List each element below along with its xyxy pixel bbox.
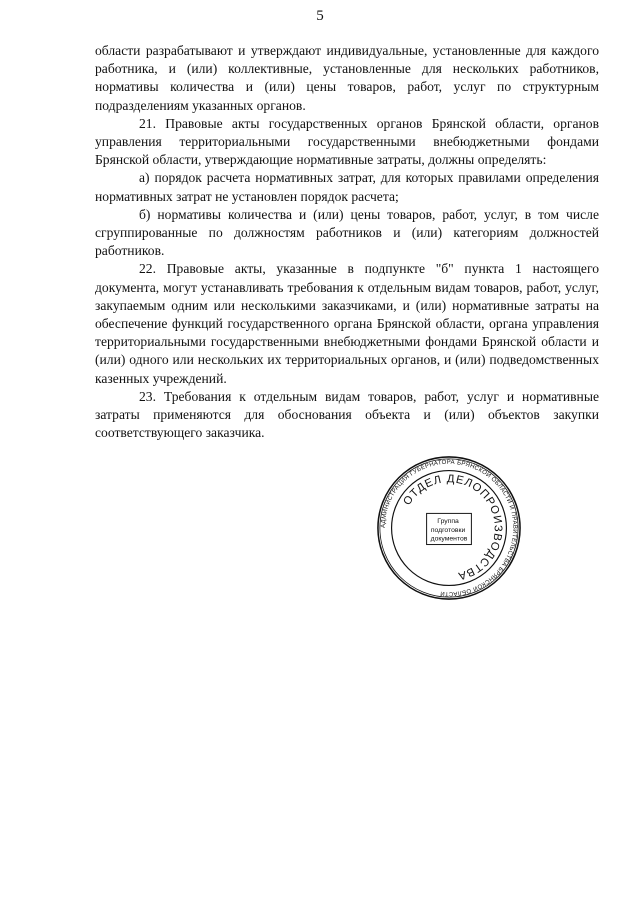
stamp-center-line-1: Группа <box>437 518 459 526</box>
paragraph-continuation: области разрабатывают и утверждают индивидуальные, установленные для каждого работника, и (или) коллективные, установленные для нескольких работников, нормативы количества и (или) цены товаров, работ, услуг по структурным подразделениям указанных органов. <box>95 43 599 113</box>
document-body <box>95 42 599 442</box>
paragraph-22: 22. Правовые акты, указанные в подпункте "б" пункта 1 настоящего документа, могут устанавливать требования к отдельным видам товаров, работ, услуг, закупаемым одним или несколькими заказчиками, и (или) нормативные затраты на обеспечение функций государственного органа Брянской области, органа управления территориальными государственными внебюджетными фондами Брянской области и (или) одного или нескольких их территориальных органов, и (или) подведомственных казенных учреждений. <box>95 261 599 386</box>
paragraph-21b: б) нормативы количества и (или) цены товаров, работ, услуг, в том числе сгруппированные по должностям работников и (или) категориям должностей работников. <box>95 206 599 259</box>
stamp-center-line-2: подготовки <box>430 526 466 534</box>
stamp-center-line-3: документов <box>430 535 468 543</box>
page-number: 5 <box>316 8 324 24</box>
paragraph-21a: а) порядок расчета нормативных затрат, для которых правилами определения нормативных затрат не установлен порядок расчета; <box>95 170 599 204</box>
paragraph-21: 21. Правовые акты государственных органов Брянской области, органов управления территориальными государственными внебюджетными фондами Брянской области, утверждающие нормативные затраты, должны определять: <box>95 115 599 168</box>
official-stamp <box>376 455 522 601</box>
svg-text:Группа подготовки доку <box>431 518 468 543</box>
stamp-department-text: ОТДЕЛ ДЕЛОПРОИЗВОДСТВА <box>401 473 504 582</box>
stamp-outer-text: АДМИНИСТРАЦИЯ ГУБЕРНАТОРА БРЯНСКОЙ ОБЛАСТИ И ПРАВИТЕЛЬСТВА БРЯНСКОЙ ОБЛАСТИ <box>380 459 518 597</box>
paragraph-23: 23. Требования к отдельным видам товаров, работ, услуг и нормативные затраты применяются для обоснования объекта и (или) объектов закупки соответствующего заказчика. <box>95 388 599 441</box>
